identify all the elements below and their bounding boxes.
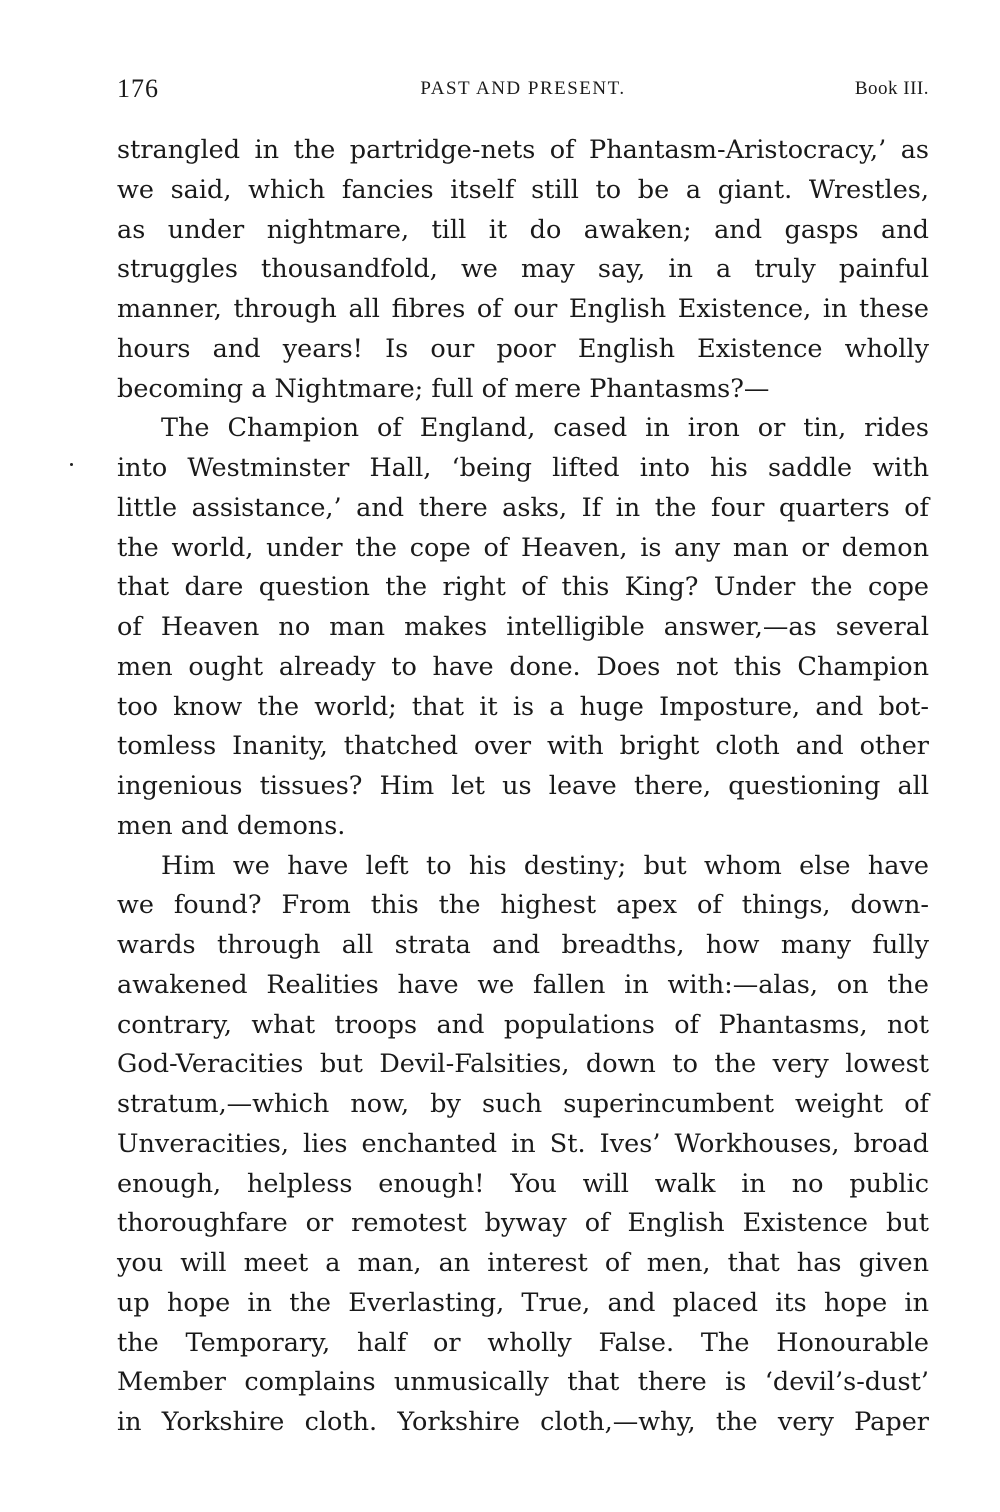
- page-number: 176: [117, 74, 159, 103]
- text-line: into Westminster Hall, ‘being lifted into his saddle with: [117, 453, 929, 483]
- text-line: wards through all strata and breadths, how many fully: [117, 930, 929, 960]
- text-line: struggles thousandfold, we may say, in a truly painful: [117, 254, 929, 285]
- text-line: tomless Inanity, thatched over with bright cloth and other: [117, 731, 929, 762]
- text-line: strangled in the partridge-nets of Phantasm-Aristocracy,’ as: [117, 135, 929, 165]
- text-line: enough, helpless enough! You will walk in no public: [117, 1168, 929, 1199]
- text-line: the world, under the cope of Heaven, is any man or demon: [117, 532, 929, 563]
- running-title: PAST AND PRESENT.: [420, 78, 626, 99]
- text-line: becoming a Nightmare; full of mere Phantasms?—: [117, 373, 770, 404]
- text-line: stratum,—which now, by such superincumbent weight of: [117, 1089, 929, 1119]
- text-line: the Temporary, half or wholly False. The Honourable: [117, 1327, 929, 1358]
- margin-dot: [70, 463, 73, 466]
- text-line: we said, which fancies itself still to be a giant. Wrestles,: [117, 174, 929, 205]
- body-text: [117, 131, 929, 1443]
- text-line: manner, through all fibres of our English Existence, in these: [117, 294, 929, 324]
- text-line: that dare question the right of this King? Under the cope: [117, 572, 929, 603]
- text-line: too know the world; that it is a huge Imposture, and bot-: [117, 691, 929, 722]
- book-label: Book III.: [854, 78, 929, 99]
- text-line: up hope in the Everlasting, True, and placed its hope in: [117, 1287, 929, 1318]
- text-line: as under nightmare, till it do awaken; and gasps and: [117, 214, 929, 245]
- text-line: ingenious tissues? Him let us leave there, questioning all: [117, 771, 929, 801]
- text-line: awakened Realities have we fallen in with:—alas, on the: [117, 969, 929, 1000]
- text-line: men ought already to have done. Does not this Champion: [117, 651, 929, 682]
- text-line: of Heaven no man makes intelligible answer,—as several: [117, 612, 929, 642]
- text-line: we found? From this the highest apex of things, down-: [117, 890, 929, 921]
- page-header: [117, 74, 929, 104]
- text-line: contrary, what troops and populations of Phantasms, not: [117, 1009, 929, 1040]
- paragraph-start: The Champion of England, cased in iron or tin, rides: [161, 413, 929, 444]
- text-line: Unveracities, lies enchanted in St. Ives’ Workhouses, broad: [117, 1128, 929, 1159]
- text-line: God-Veracities but Devil-Falsities, down to the very lowest: [117, 1049, 929, 1080]
- text-line: Member complains unmusically that there is ‘devil’s-dust’: [117, 1367, 929, 1398]
- paragraph-start: Him we have left to his destiny; but whom else have: [161, 850, 929, 881]
- text-line: hours and years! Is our poor English Existence wholly: [117, 333, 929, 364]
- text-line: you will meet a man, an interest of men, that has given: [117, 1248, 929, 1278]
- text-line: thoroughfare or remotest byway of English Existence but: [117, 1208, 929, 1239]
- text-line: men and demons.: [117, 810, 346, 841]
- text-line: in Yorkshire cloth. Yorkshire cloth,—why, the very Paper: [117, 1407, 929, 1437]
- text-line: little assistance,’ and there asks, If in the four quarters of: [117, 492, 929, 523]
